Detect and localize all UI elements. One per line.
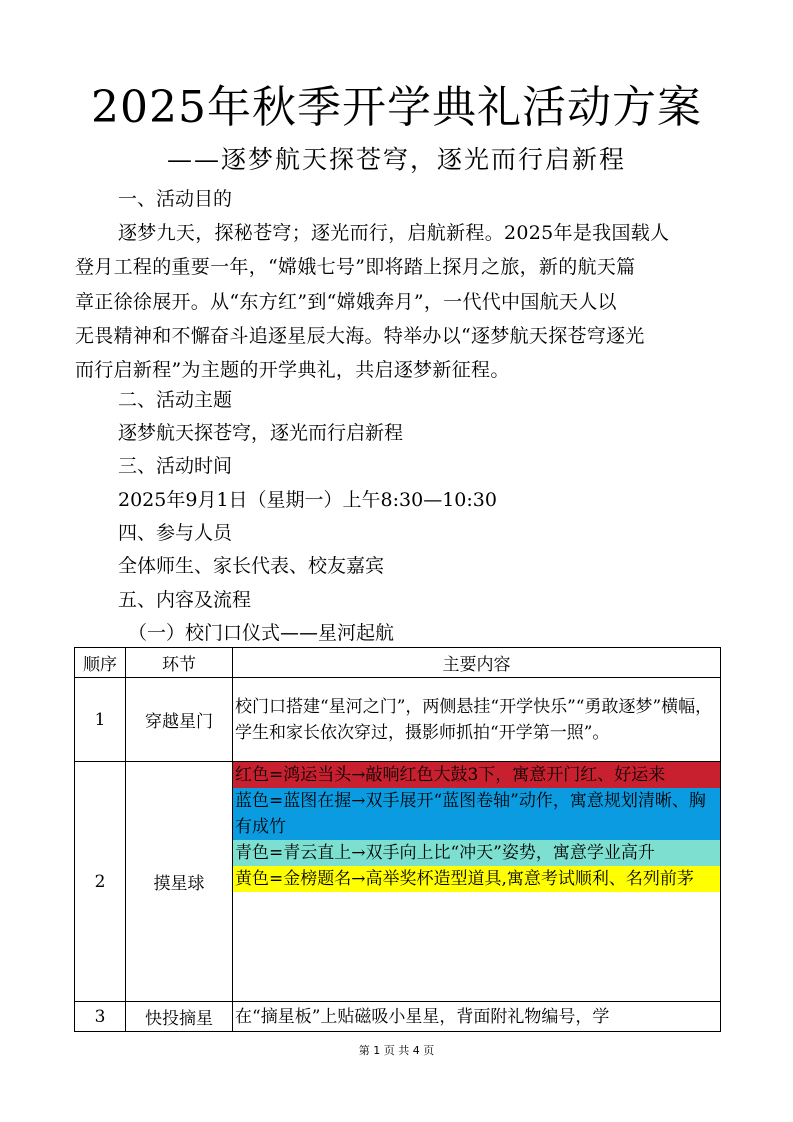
row-content bbox=[233, 1002, 721, 1032]
participants-text: 全体师生、家长代表、校友嘉宾 bbox=[118, 555, 385, 577]
ball-cyan-text: 青色=青云直上→双手向上比“冲天”姿势，寓意学业高升 bbox=[233, 840, 720, 866]
theme-text: 逐梦航天探苍穹，逐光而行启新程 bbox=[118, 422, 404, 444]
table-header-row bbox=[75, 648, 721, 678]
purpose-line: 逐梦九天，探秘苍穹；逐光而行，启航新程。2025年是我国载人 bbox=[118, 222, 670, 244]
time-text: 2025年9月1日（星期一）上午8:30—10:30 bbox=[118, 489, 497, 511]
purpose-line: 登月工程的重要一年，“嫦娥七号”即将踏上探月之旅，新的航天篇 bbox=[75, 256, 636, 279]
flow-table bbox=[74, 647, 721, 1032]
document-title: 2025年秋季开学典礼活动方案 bbox=[91, 82, 702, 133]
table-row bbox=[75, 1002, 721, 1032]
row-content-text: 校门口搭建“星河之门”，两侧悬挂“开学快乐”“勇敢逐梦”横幅，学生和家长依次穿过，摄影师抓拍“开学第一照”。 bbox=[235, 696, 713, 743]
purpose-paragraph bbox=[75, 216, 725, 387]
row-order: 2 bbox=[75, 762, 126, 1002]
row-segment: 穿越星门 bbox=[126, 678, 233, 762]
header-segment: 环节 bbox=[126, 648, 233, 678]
row-content-text: 在“摘星板”上贴磁吸小星星，背面附礼物编号，学 bbox=[235, 1006, 610, 1027]
row-order: 1 bbox=[75, 678, 126, 762]
section-heading-purpose: 一、活动目的 bbox=[118, 188, 233, 210]
header-content: 主要内容 bbox=[233, 648, 721, 678]
row-order: 3 bbox=[75, 1002, 126, 1032]
subsection-heading-gate: （一）校门口仪式——星河起航 bbox=[128, 622, 395, 644]
purpose-line: 无畏精神和不懈奋斗追逐星辰大海。特举办以“逐梦航天探苍穹逐光 bbox=[75, 324, 645, 347]
table-row bbox=[75, 678, 721, 762]
section-heading-participants: 四、参与人员 bbox=[118, 522, 233, 544]
section-heading-time: 三、活动时间 bbox=[118, 455, 233, 477]
row-segment: 摸星球 bbox=[126, 762, 233, 1002]
page-footer: 第 1 页 共 4 页 bbox=[358, 1044, 435, 1057]
document-subtitle: ——逐梦航天探苍穹，逐光而行启新程 bbox=[166, 145, 626, 174]
section-heading-process: 五、内容及流程 bbox=[118, 589, 252, 611]
ball-blue-text: 蓝色=蓝图在握→双手展开“蓝图卷轴”动作，寓意规划清晰、胸有成竹 bbox=[233, 788, 720, 840]
ball-red-text: 红色=鸿运当头→敲响红色大鼓3下，寓意开门红、好运来 bbox=[233, 762, 720, 788]
purpose-line: 章正徐徐展开。从“东方红”到“嫦娥奔月”，一代代中国航天人以 bbox=[75, 290, 617, 313]
ball-yellow-text: 黄色=金榜题名→高举奖杯造型道具,寓意考试顺利、名列前茅 bbox=[233, 866, 720, 892]
row-content bbox=[233, 762, 721, 1002]
row-segment: 快投摘星 bbox=[126, 1002, 233, 1032]
section-heading-theme: 二、活动主题 bbox=[118, 389, 233, 411]
purpose-line: 而行启新程”为主题的开学典礼，共启逐梦新征程。 bbox=[75, 359, 510, 382]
row-content bbox=[233, 678, 721, 762]
header-order: 顺序 bbox=[75, 648, 126, 678]
table-row bbox=[75, 762, 721, 1002]
